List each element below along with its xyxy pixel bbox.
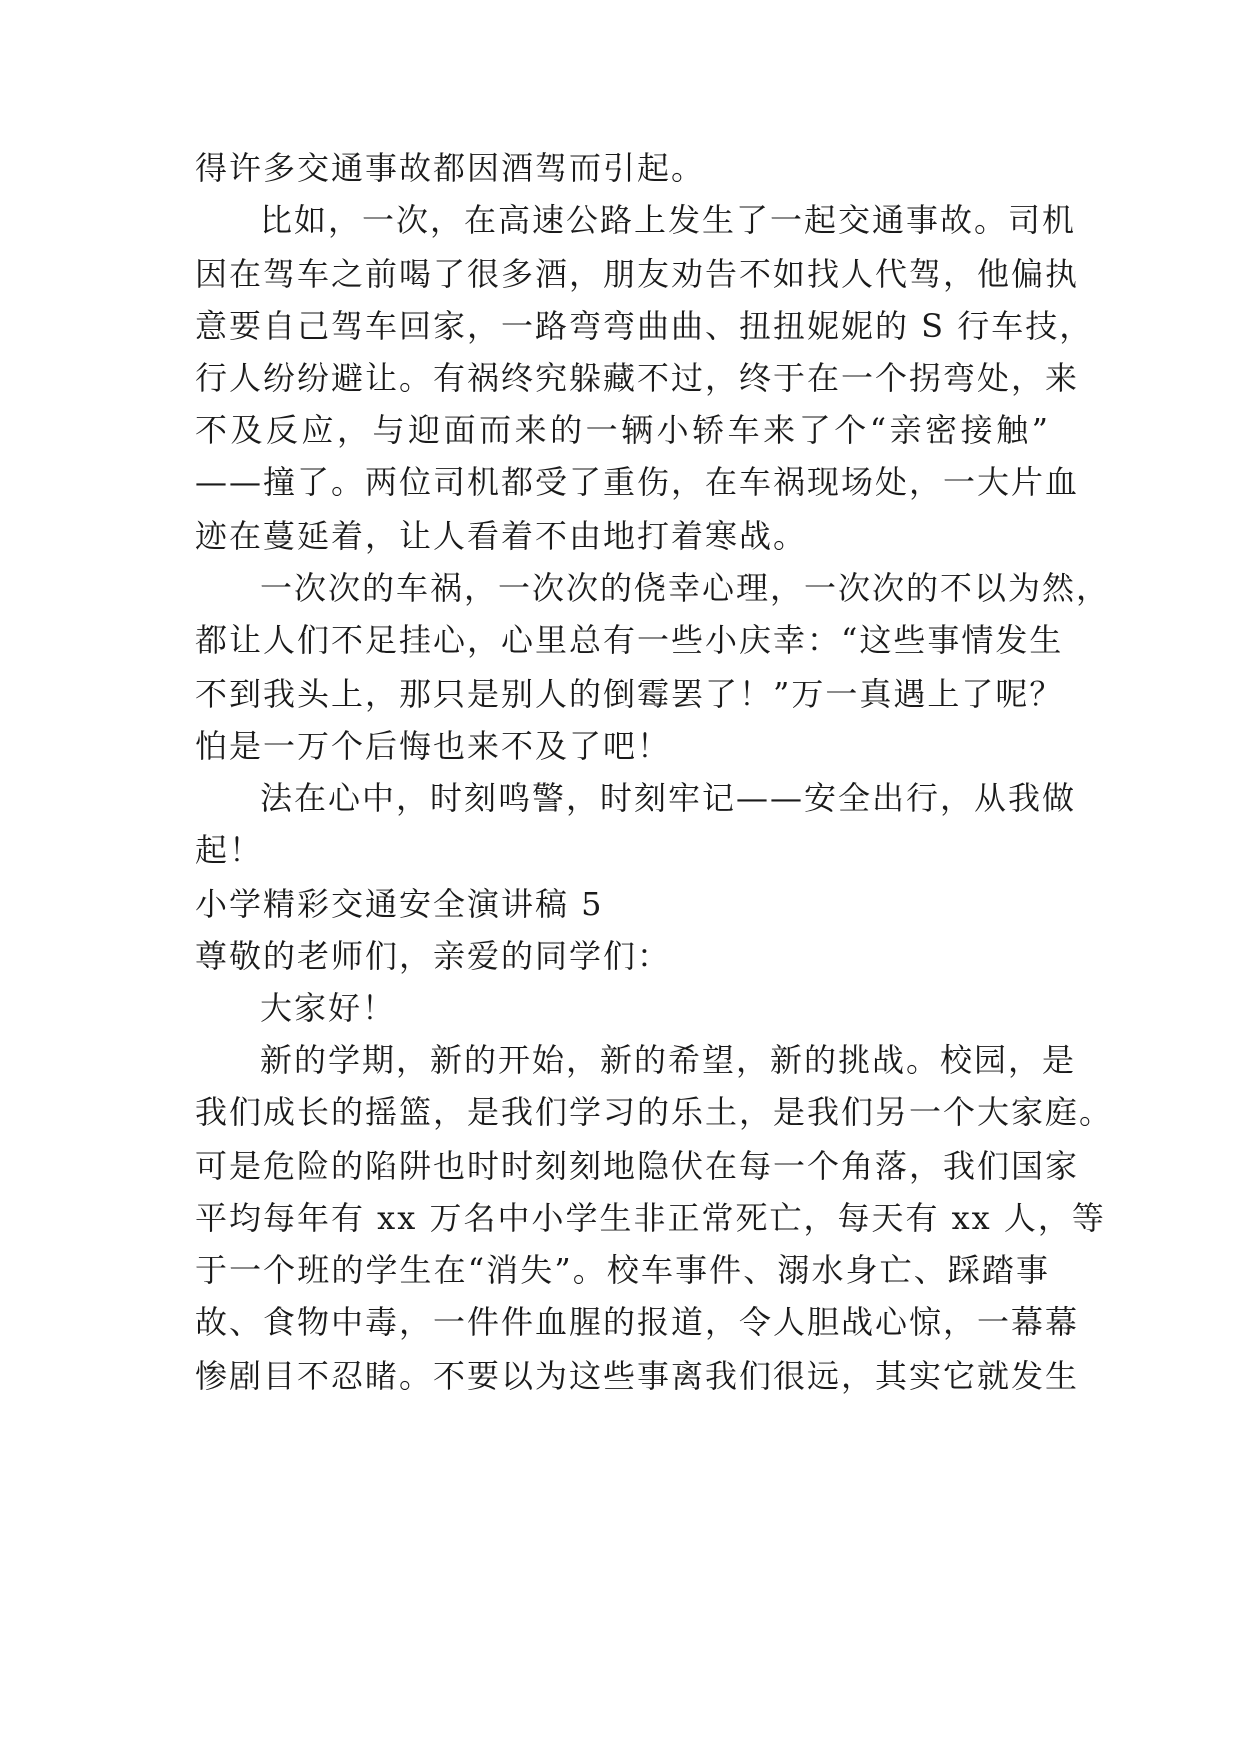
text-line: 于一个班的学生在“消失”。校车事件、溺水身亡、踩踏事 (195, 1251, 1050, 1289)
paragraph-first-line: 法在心中，时刻鸣警，时刻牢记——安全出行，从我做 (260, 779, 1077, 817)
text-line: 怕是一万个后悔也来不及了吧！ (195, 727, 672, 765)
salutation: 尊敬的老师们，亲爱的同学们： (195, 937, 672, 975)
text-line: ——撞了。两位司机都受了重伤，在车祸现场处，一大片血 (195, 463, 1080, 501)
text-line: 得许多交通事故都因酒驾而引起。 (195, 149, 706, 187)
text-line: 惨剧目不忍睹。不要以为这些事离我们很远，其实它就发生 (195, 1357, 1080, 1395)
text-line: 我们成长的摇篮，是我们学习的乐土，是我们另一个大家庭。 (195, 1093, 1114, 1131)
greeting: 大家好！ (260, 989, 397, 1027)
paragraph-first-line: 比如，一次，在高速公路上发生了一起交通事故。司机 (260, 201, 1077, 239)
text-line: 行人纷纷避让。有祸终究躲藏不过，终于在一个拐弯处，来 (195, 359, 1080, 397)
text-line: 可是危险的陷阱也时时刻刻地隐伏在每一个角落，我们国家 (195, 1147, 1080, 1185)
text-line: 起！ (195, 831, 264, 869)
text-line: 平均每年有 xx 万名中小学生非正常死亡，每天有 xx 人，等 (195, 1199, 1106, 1237)
paragraph-first-line: 新的学期，新的开始，新的希望，新的挑战。校园，是 (260, 1041, 1077, 1079)
text-line: 迹在蔓延着，让人看着不由地打着寒战。 (195, 517, 808, 555)
text-line: 因在驾车之前喝了很多酒，朋友劝告不如找人代驾，他偏执 (195, 255, 1080, 293)
text-line: 故、食物中毒，一件件血腥的报道，令人胆战心惊，一幕幕 (195, 1303, 1080, 1341)
text-line: 意要自己驾车回家，一路弯弯曲曲、扭扭妮妮的 S 行车技， (195, 307, 1094, 345)
text-line: 都让人们不足挂心，心里总有一些小庆幸：“这些事情发生 (195, 621, 1064, 659)
text-line: 不及反应，与迎面而来的一辆小轿车来了个“亲密接触” (195, 411, 1050, 449)
section-heading: 小学精彩交通安全演讲稿 5 (195, 885, 604, 923)
text-line: 不到我头上，那只是别人的倒霉罢了！”万一真遇上了呢？ (195, 675, 1064, 713)
paragraph-first-line: 一次次的车祸，一次次的侥幸心理，一次次的不以为然， (260, 569, 1111, 607)
